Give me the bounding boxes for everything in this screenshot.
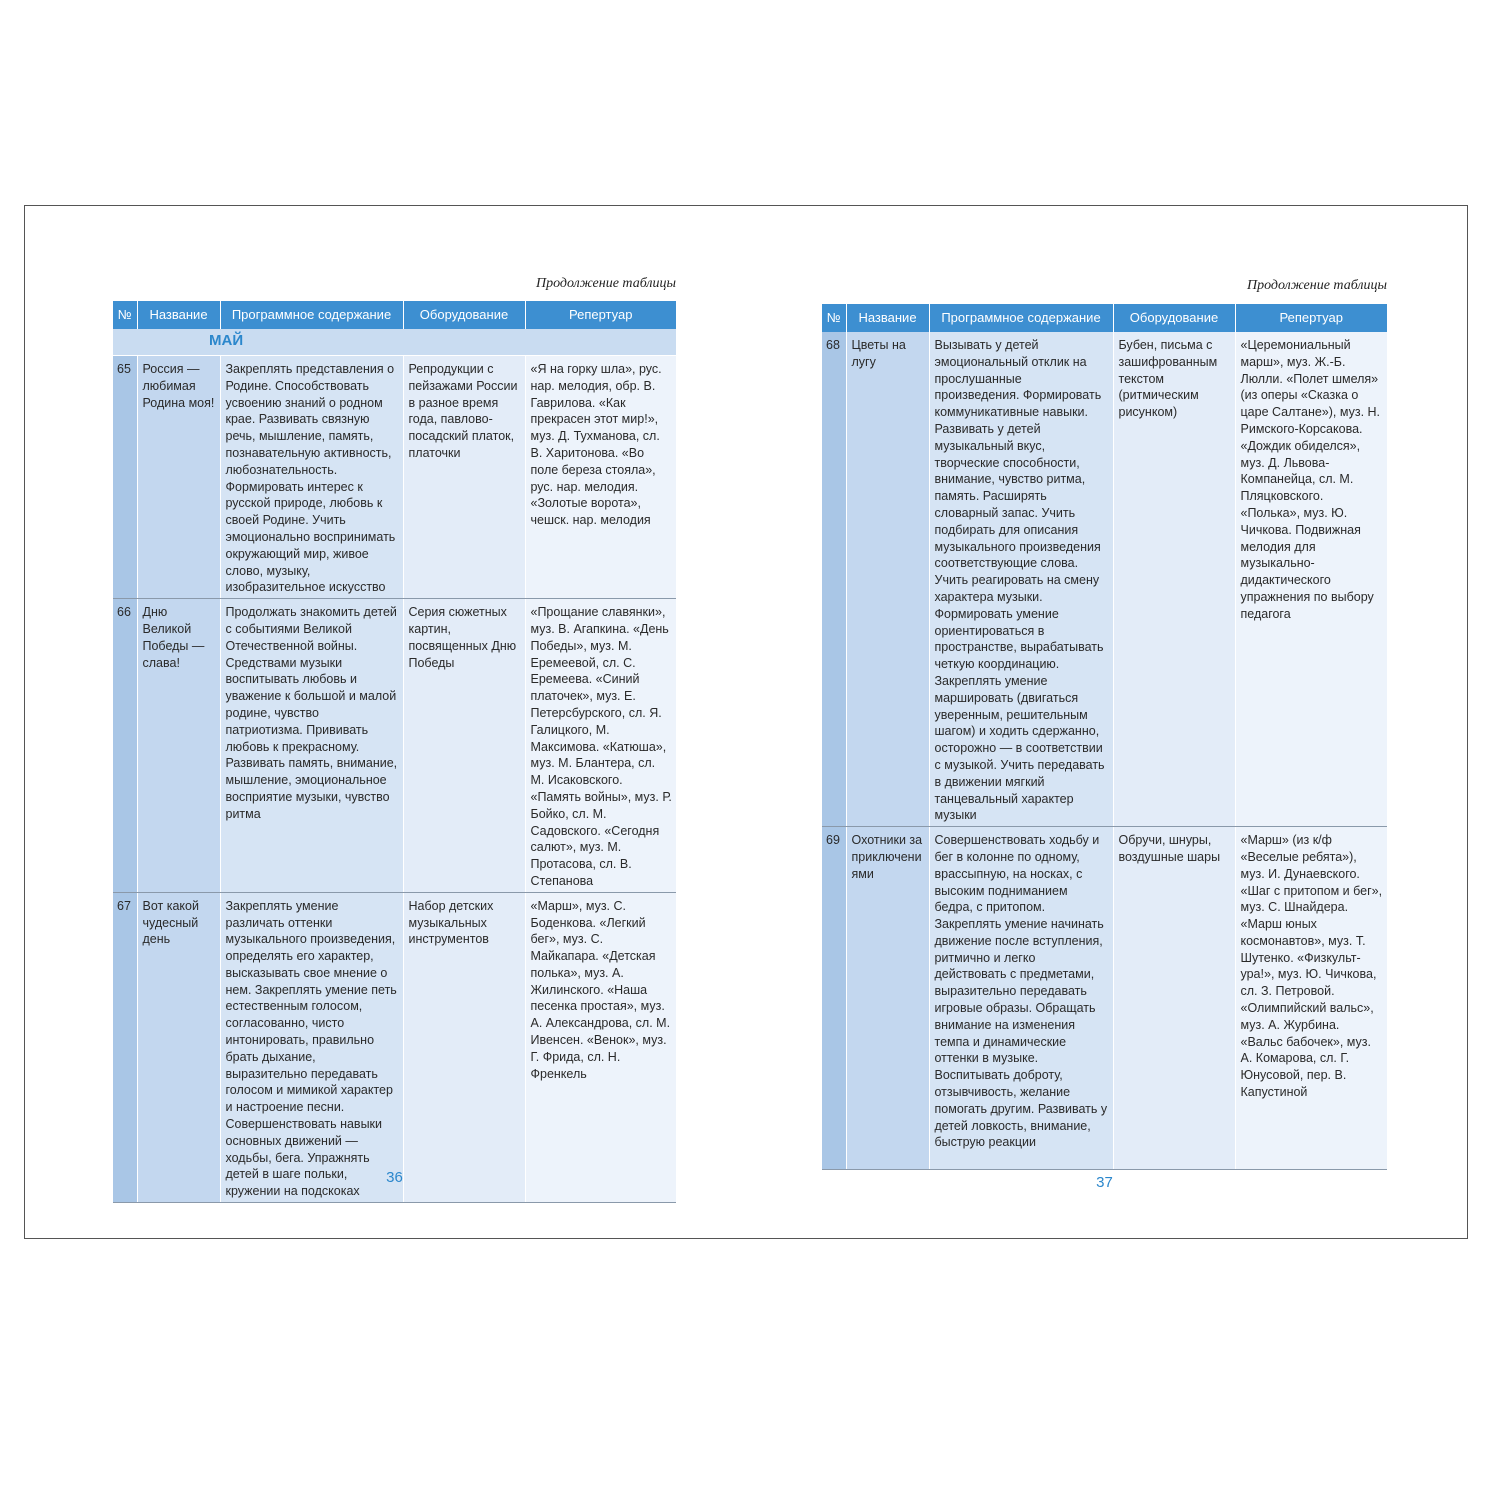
header-equipment: Оборудование	[403, 301, 525, 329]
row-content: Вызывать у детей эмоциональный отклик на прослушанные произведения. Формировать коммуникативные навыки. Развивать у детей музыкальный вкус, творческие способности, внимание, чувство ритма, память. Расширять словарный запас. Учить подбирать для описания музыкального произведения соответствующие слова. Учить реагировать на смену характера музыки. Формировать умение ориентироваться в пространстве, вырабатывать четкую координацию. Закреплять умение маршировать (двигаться уверенным, решительным шагом) и ходить сдержанно, осторожно — в соответствии с музыкой. Учить передавать в движении мягкий танцевальный характер музыки	[929, 332, 1113, 827]
row-name: Вот какой чудесный день	[137, 892, 220, 1202]
row-number: 65	[113, 356, 137, 599]
header-content: Программное содержание	[220, 301, 403, 329]
row-equipment: Набор детских музыкальных инструментов	[403, 892, 525, 1202]
header-name: Название	[137, 301, 220, 329]
table-header	[822, 304, 1387, 332]
row-name: Дню Великой Победы — слава!	[137, 599, 220, 893]
table-row	[822, 332, 1387, 827]
header-content: Программное содержание	[929, 304, 1113, 332]
header-repertoire: Репертуар	[1235, 304, 1387, 332]
header-name: Название	[846, 304, 929, 332]
row-equipment: Репродукции с пейзажами России в разное время года, павлово-посадский платок, платочки	[403, 356, 525, 599]
book-spread	[24, 205, 1468, 1239]
table-row	[113, 356, 676, 599]
row-content: Закреплять представления о Родине. Способствовать усвоению знаний о родном крае. Развивать связную речь, мышление, память, познавательную активность, любознательность. Формировать интерес к русской природе, любовь к своей Родине. Учить эмоционально воспринимать окружающий мир, живое слово, музыку, изобразительное искусство	[220, 356, 403, 599]
table-header	[113, 301, 676, 329]
row-number: 67	[113, 892, 137, 1202]
page-number: 37	[1096, 1174, 1113, 1191]
header-repertoire: Репертуар	[525, 301, 676, 329]
continuation-note: Продолжение таблицы	[1246, 278, 1387, 293]
page-number: 36	[386, 1169, 403, 1186]
row-name: Охотники за приключениями	[846, 827, 929, 1170]
table-row	[822, 827, 1387, 1170]
row-repertoire: «Церемониальный марш», муз. Ж.-Б. Люлли. «Полет шмеля» (из оперы «Сказка о царе Салтане»), муз. Н. Римского-Корсакова. «Дождик обиделся», муз. Д. Львова-Компанейца, сл. М. Пляцковского. «Полька», муз. Ю. Чичкова. Подвижная мелодия для музыкально-дидактического упражнения по выбору педагога	[1235, 332, 1387, 827]
row-name: Россия — любимая Родина моя!	[137, 356, 220, 599]
continuation-note: Продолжение таблицы	[535, 276, 676, 291]
row-number: 66	[113, 599, 137, 893]
row-name: Цветы на лугу	[846, 332, 929, 827]
schedule-table	[113, 301, 676, 1203]
row-content: Закреплять умение различать оттенки музыкального произведения, определять его характер, высказывать свое мнение о нем. Закреплять умение петь естественным голосом, согласованно, чисто интонировать, правильно брать дыхание, выразительно передавать голосом и мимикой характер и настроение песни. Совершенствовать навыки основных движений — ходьбы, бега. Упражнять детей в шаге польки, кружении на подскоках	[220, 892, 403, 1202]
month-row	[113, 329, 676, 356]
table-row	[113, 892, 676, 1202]
row-repertoire: «Я на горку шла», рус. нар. мелодия, обр. В. Гаврилова. «Как прекрасен этот мир!», муз. Д. Тухманова, сл. В. Харитонова. «Во поле береза стояла», рус. нар. мелодия. «Золотые ворота», чешск. нар. мелодия	[525, 356, 676, 599]
row-equipment: Бубен, письма с зашифрованным текстом (ритмическим рисунком)	[1113, 332, 1235, 827]
table-row	[113, 599, 676, 893]
month-label: МАЙ	[209, 332, 244, 349]
row-equipment: Обручи, шнуры, воздушные шары	[1113, 827, 1235, 1170]
header-equipment: Оборудование	[1113, 304, 1235, 332]
row-number: 69	[822, 827, 846, 1170]
row-repertoire: «Марш», муз. С. Боденкова. «Легкий бег», муз. С. Майкапара. «Детская полька», муз. А. Жилинского. «Наша песенка простая», муз. А. Александрова, сл. М. Ивенсен. «Венок», муз. Г. Фрида, сл. Н. Френкель	[525, 892, 676, 1202]
row-number: 68	[822, 332, 846, 827]
row-repertoire: «Прощание славянки», муз. В. Агапкина. «День Победы», муз. М. Еремеевой, сл. С. Еремеева. «Синий платочек», муз. Е. Петерсбурского, сл. Я. Галицкого, М. Максимова. «Катюша», муз. М. Блантера, сл. М. Исаковского. «Память войны», муз. Р. Бойко, сл. М. Садовского. «Сегодня салют», муз. М. Протасова, сл. В. Степанова	[525, 599, 676, 893]
row-equipment: Серия сюжетных картин, посвященных Дню Победы	[403, 599, 525, 893]
row-repertoire: «Марш» (из к/ф «Веселые ребята»), муз. И. Дунаевского. «Шаг с притопом и бег», муз. С. Шнайдера. «Марш юных космонавтов», муз. Т. Шутенко. «Физкульт-ура!», муз. Ю. Чичкова, сл. З. Петровой. «Олимпийский вальс», муз. А. Журбина. «Вальс бабочек», муз. А. Комарова, сл. Г. Юнусовой, пер. В. Капустиной	[1235, 827, 1387, 1170]
row-content: Продолжать знакомить детей с событиями Великой Отечественной войны. Средствами музыки воспитывать любовь и уважение к большой и малой родине, чувство патриотизма. Прививать любовь к прекрасному. Развивать память, внимание, мышление, эмоциональное восприятие музыки, чувство ритма	[220, 599, 403, 893]
row-content: Совершенствовать ходьбу и бег в колонне по одному, врассыпную, на носках, с высоким подниманием бедра, с притопом. Закреплять умение начинать движение после вступления, ритмично и легко действовать с предметами, выразительно передавать игровые образы. Обращать внимание на изменения темпа и динамические оттенки в музыке. Воспитывать доброту, отзывчивость, желание помогать другим. Развивать у детей ловкость, внимание, быструю реакции	[929, 827, 1113, 1170]
schedule-table	[822, 304, 1387, 1170]
header-number: №	[822, 304, 846, 332]
header-number: №	[113, 301, 137, 329]
